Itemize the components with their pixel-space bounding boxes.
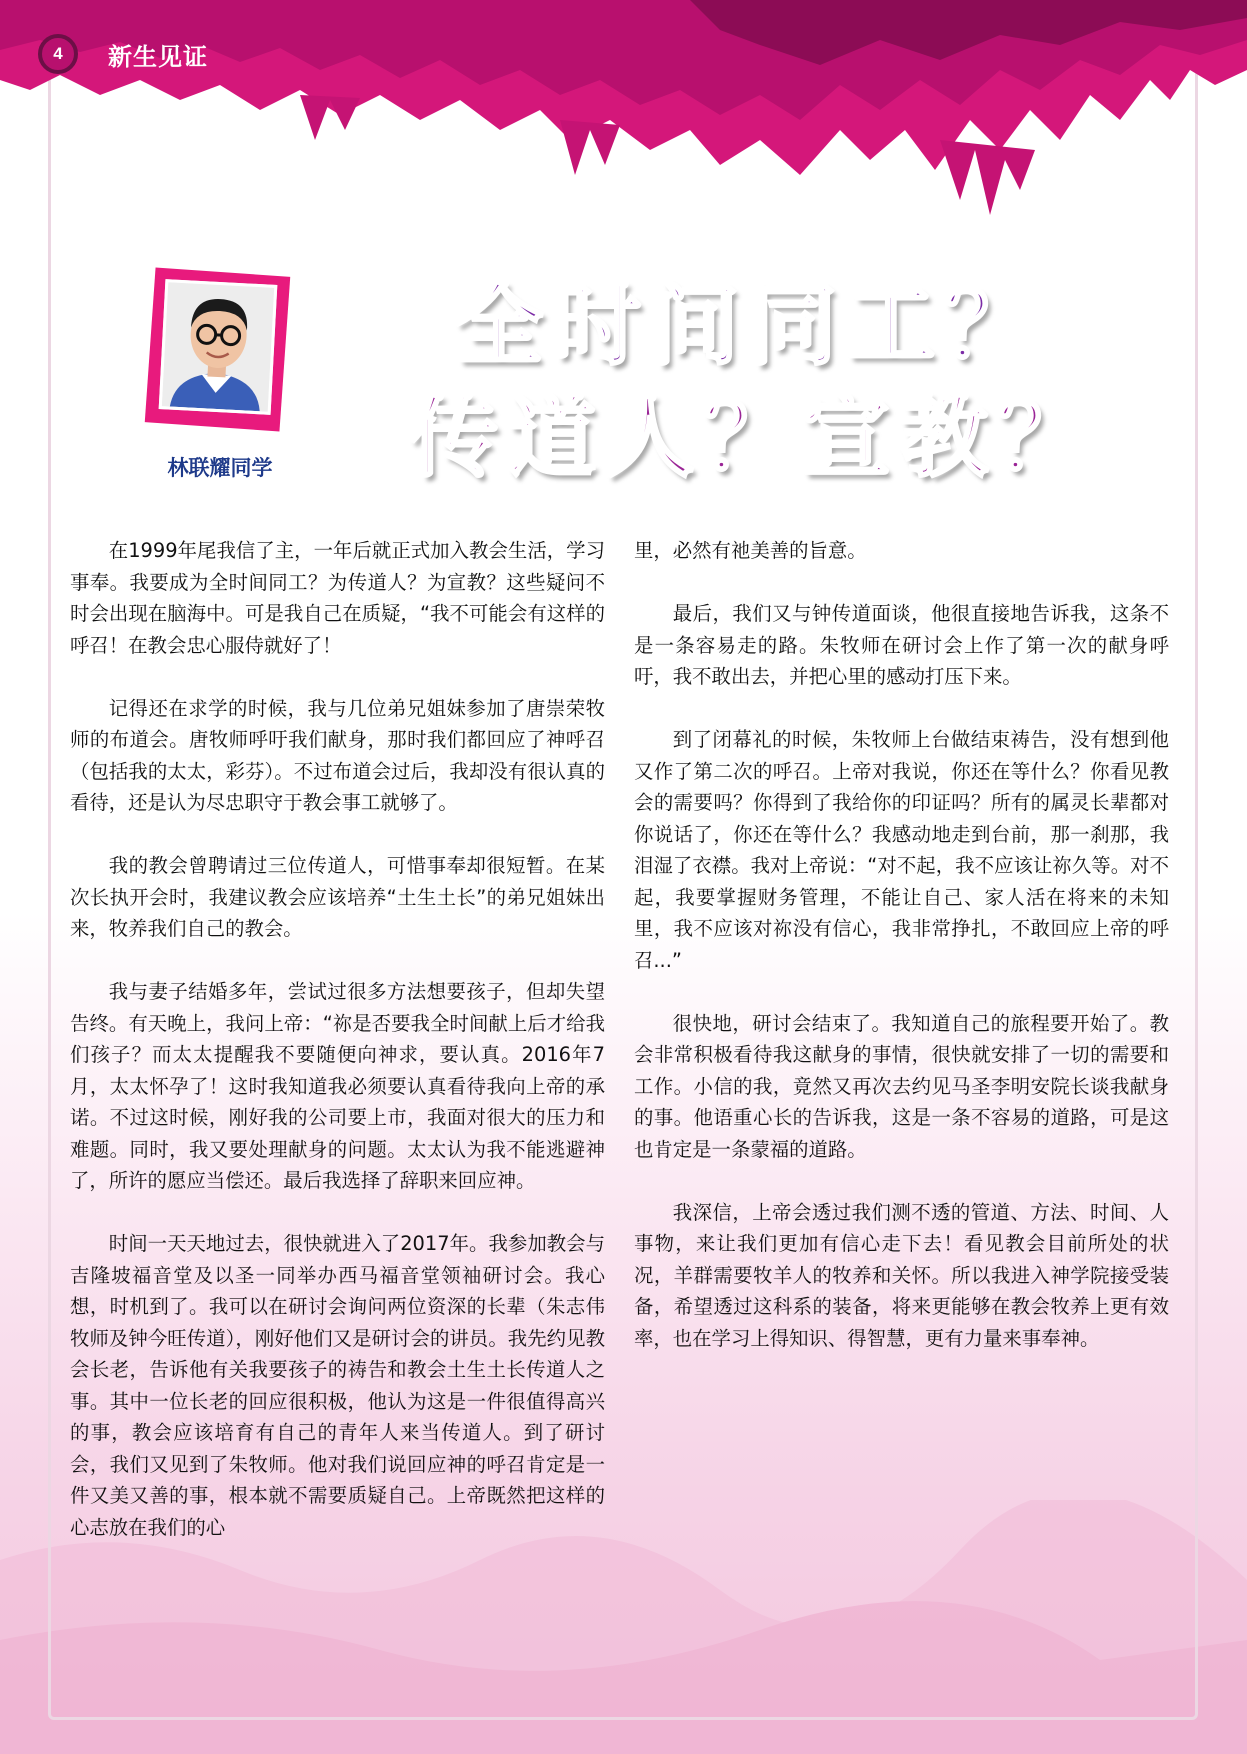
- author-name: 林联耀同学: [167, 456, 273, 480]
- page-header: [38, 34, 208, 74]
- paragraph: 记得还在求学的时候，我与几位弟兄姐妹参加了唐崇荣牧师的布道会。唐牧师呼吁我们献身，那时我们都回应了神呼召（包括我的太太，彩芬）。不过布道会过后，我却没有很认真的看待，还是认为尽忠职守于教会事工就够了。: [70, 696, 605, 814]
- headline-line-1: 全时间同工？: [455, 274, 1044, 377]
- article-headline: [410, 270, 1170, 494]
- paragraph: 我深信，上帝会透过我们测不透的管道、方法、时间、人事物，来让我们更加有信心走下去！看见教会目前所处的状况，羊群需要牧羊人的牧养和关怀。所以我进入神学院接受装备，希望透过这科系的装备，将来更能够在教会牧养上更有效率，也在学习上得知识、得智慧，更有力量来事奉神。: [634, 1200, 1169, 1350]
- section-title: 新生见证: [108, 42, 208, 71]
- paragraph: 时间一天天地过去，很快就进入了2017年。我参加教会与吉隆坡福音堂及以圣一同举办西马福音堂领袖研讨会。我心想，时机到了。我可以在研讨会询问两位资深的长辈（朱志伟牧师及钟今旺传道），刚好他们又是研讨会的讲员。我先约见教会长老，告诉他有关我要孩子的祷告和教会土生土长传道人之事。其中一位长老的回应很积极，他认为这是一件很值得高兴的事，教会应该培育有自己的青年人来当传道人。到了研讨会，我们又见到了朱牧师。他对我们说回应神的呼召肯定是一件又美又善的事，根本就不需要质疑自己。上帝既然把这样的心志放在我们的心: [70, 1232, 605, 1539]
- paragraph: 我与妻子结婚多年，尝试过很多方法想要孩子，但却失望告终。有天晚上，我问上帝：“祢是否要我全时间献上后才给我们孩子？而太太提醒我不要随便向神求，要认真。2016年7月，太太怀孕了！这时我知道我必须要认真看待我向上帝的承诺。不过这时候，刚好我的公司要上市，我面对很大的压力和难题。同时，我又要处理献身的问题。太太认为我不能逃避神了，所许的愿应当偿还。最后我选择了辞职来回应神。: [70, 980, 605, 1192]
- portrait-photo-drawing: [162, 282, 274, 411]
- article-column-right: [634, 535, 1169, 1386]
- paragraph-continuation: 里，必然有祂美善的旨意。: [634, 539, 867, 562]
- paragraph: 我的教会曾聘请过三位传道人，可惜事奉却很短暂。在某次长执开会时，我建议教会应该培养“土生土长”的弟兄姐妹出来，牧养我们自己的教会。: [70, 854, 605, 940]
- paragraph: 到了闭幕礼的时候，朱牧师上台做结束祷告，没有想到他又作了第二次的呼召。上帝对我说，你还在等什么？你看见教会的需要吗？你得到了我给你的印证吗？所有的属灵长辈都对你说话了，你还在等什么？我感动地走到台前，那一刹那，我泪湿了衣襟。我对上帝说：“对不起，我不应该让祢久等。对不起，我要掌握财务管理，不能让自己、家人活在将来的未知里，我不应该对祢没有信心，我非常挣扎，不敢回应上帝的呼召...”: [634, 728, 1169, 972]
- headline-line-2: 传道人？宣教？: [410, 386, 1097, 489]
- paragraph: 最后，我们又与钟传道面谈，他很直接地告诉我，这条不是一条容易走的路。朱牧师在研讨会上作了第一次的献身呼吁，我不敢出去，并把心里的感动打压下来。: [634, 602, 1169, 688]
- article-column-left: [70, 535, 605, 1575]
- paragraph: 很快地，研讨会结束了。我知道自己的旅程要开始了。教会非常积极看待我这献身的事情，很快就安排了一切的需要和工作。小信的我，竟然又再次去约见马圣李明安院长谈我献身的事。他语重心长的告诉我，这是一条不容易的道路，可是这也肯定是一条蒙福的道路。: [634, 1011, 1169, 1161]
- portrait-photo-icon: [159, 279, 278, 415]
- page-number-badge: 4: [38, 34, 78, 74]
- paragraph: 在1999年尾我信了主，一年后就正式加入教会生活，学习事奉。我要成为全时间同工？为传道人？为宣教？这些疑问不时会出现在脑海中。可是我自己在质疑，“我不可能会有这样的呼召！在教会忠心服侍就好了！: [70, 539, 605, 657]
